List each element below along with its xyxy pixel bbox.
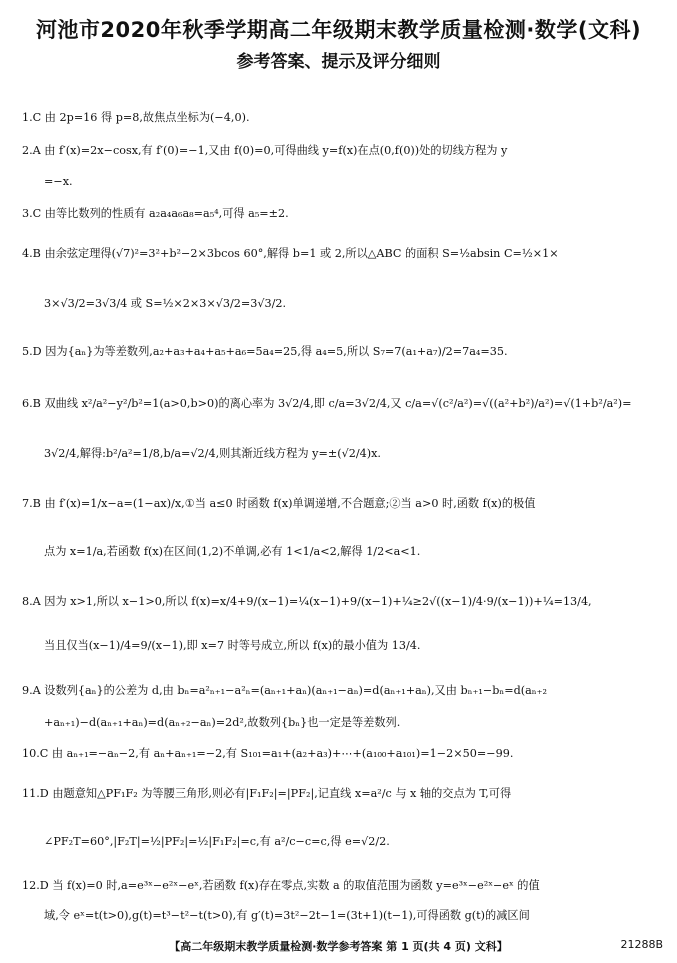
answer-10-line-1: 10.C 由 aₙ₊₁=−aₙ−2,有 aₙ+aₙ₊₁=−2,有 S₁₀₁=a₁+(a₂+a₃)+⋯+(a₁₀₀+a₁₀₁)=1−2×50=−99. <box>22 747 514 760</box>
answer-8-line-1: 8.A 因为 x>1,所以 x−1>0,所以 f(x)=x/4+9/(x−1)=¼(x−1)+9/(x−1)+¼≥2√((x−1)/4·9/(x−1))+¼=13/4, <box>22 595 592 608</box>
answer-4-line-2: 3×√3/2=3√3/4 或 S=½×2×3×√3/2=3√3/2. <box>44 297 287 310</box>
answer-6-line-1: 6.B 双曲线 x²/a²−y²/b²=1(a>0,b>0)的离心率为 3√2/4,即 c/a=3√2/4,又 c/a=√(c²/a²)=√((a²+b²)/a²)=√(1+b²/a²)= <box>22 397 632 410</box>
page-title: 河池市2020年秋季学期高二年级期末教学质量检测·数学(文科) <box>35 18 642 42</box>
answer-7-line-1: 7.B 由 f′(x)=1/x−a=(1−ax)/x,①当 a≤0 时函数 f(x)单调递增,不合题意;②当 a>0 时,函数 f(x)的极值 <box>22 497 536 510</box>
answer-2-line-1: 2.A 由 f′(x)=2x−cosx,有 f′(0)=−1,又由 f(0)=0,可得曲线 y=f(x)在点(0,f(0))处的切线方程为 y <box>22 144 508 157</box>
answer-6-line-2: 3√2/4,解得:b²/a²=1/8,b/a=√2/4,则其渐近线方程为 y=±(√2/4)x. <box>44 447 381 460</box>
answer-12-line-1: 12.D 当 f(x)=0 时,a=e³ˣ−e²ˣ−eˣ,若函数 f(x)存在零点,实数 a 的取值范围为函数 y=e³ˣ−e²ˣ−eˣ 的值 <box>22 879 540 892</box>
answer-12-line-2: 域,令 eˣ=t(t>0),g(t)=t³−t²−t(t>0),有 g′(t)=3t²−2t−1=(3t+1)(t−1),可得函数 g(t)的减区间 <box>44 909 530 922</box>
answer-2-line-2: =−x. <box>44 175 73 188</box>
answer-7-line-2: 点为 x=1/a,若函数 f(x)在区间(1,2)不单调,必有 1<1/a<2,解得 1/2<a<1. <box>44 545 421 558</box>
answer-5-line-1: 5.D 因为{aₙ}为等差数列,a₂+a₃+a₄+a₅+a₆=5a₄=25,得 a₄=5,所以 S₇=7(a₁+a₇)/2=7a₄=35. <box>22 345 508 358</box>
document-code: 21288B <box>620 938 663 951</box>
answer-11-line-2: ∠PF₂T=60°,|F₂T|=½|PF₂|=½|F₁F₂|=c,有 a²/c−c=c,得 e=√2/2. <box>44 835 390 848</box>
answer-11-line-1: 11.D 由题意知△PF₁F₂ 为等腰三角形,则必有|F₁F₂|=|PF₂|,记直线 x=a²/c 与 x 轴的交点为 T,可得 <box>22 787 512 800</box>
answer-8-line-2: 当且仅当(x−1)/4=9/(x−1),即 x=7 时等号成立,所以 f(x)的最小值为 13/4. <box>44 639 421 652</box>
answer-4-line-1: 4.B 由余弦定理得(√7)²=3²+b²−2×3bcos 60°,解得 b=1 或 2,所以△ABC 的面积 S=½absin C=½×1× <box>22 247 559 260</box>
answer-1-line-1: 1.C 由 2p=16 得 p=8,故焦点坐标为(−4,0). <box>22 111 250 124</box>
page-footer: 【高二年级期末教学质量检测·数学参考答案 第 1 页(共 4 页) 文科】 <box>169 940 508 953</box>
page-subtitle: 参考答案、提示及评分细则 <box>236 52 441 72</box>
answer-9-line-2: +aₙ₊₁)−d(aₙ₊₁+aₙ)=d(aₙ₊₂−aₙ)=2d²,故数列{bₙ}也一定是等差数列. <box>44 716 401 729</box>
answer-9-line-1: 9.A 设数列{aₙ}的公差为 d,由 bₙ=a²ₙ₊₁−a²ₙ=(aₙ₊₁+aₙ)(aₙ₊₁−aₙ)=d(aₙ₊₁+aₙ),又由 bₙ₊₁−bₙ=d(aₙ₊₂ <box>22 684 548 697</box>
answer-3-line-1: 3.C 由等比数列的性质有 a₂a₄a₆a₈=a₅⁴,可得 a₅=±2. <box>22 207 289 220</box>
